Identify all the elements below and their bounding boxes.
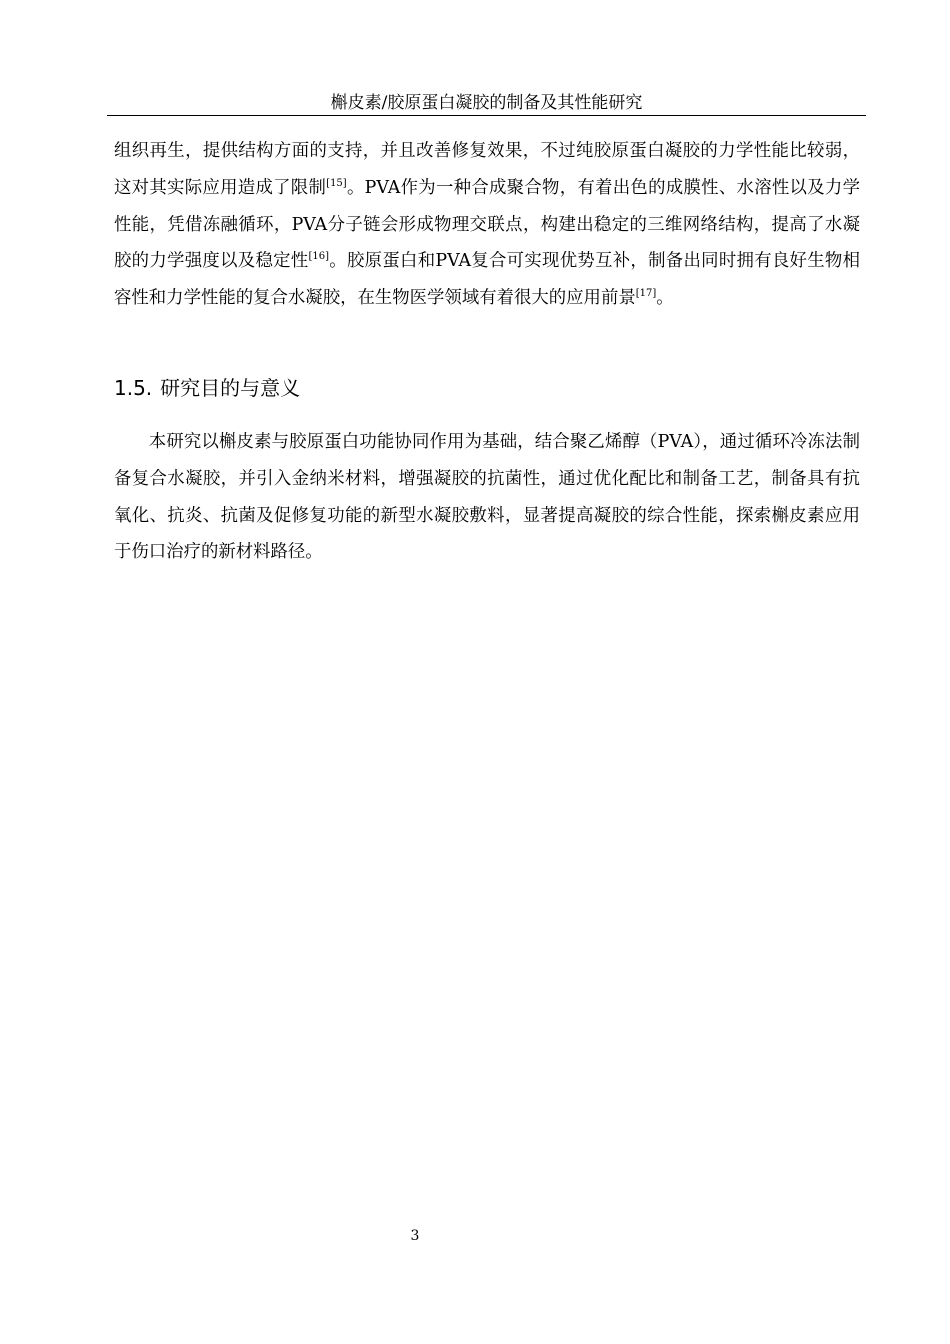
section-title: 研究目的与意义 bbox=[160, 376, 301, 400]
citation-17: [17] bbox=[635, 288, 657, 300]
page-number: 3 bbox=[410, 1228, 420, 1244]
paragraph-text: 。PVA作为一种合成聚合物，有着出色的成膜性、水溶性以及力学性能，凭借冻融循环，PVA分子链会形成物理交联点，构建出稳定的三维网络结构，提高了水凝胶的力学强度以及稳定性 bbox=[114, 177, 860, 272]
header-divider bbox=[107, 115, 866, 116]
section-number: 1.5. bbox=[114, 376, 153, 400]
citation-16: [16] bbox=[308, 251, 330, 263]
running-header: 槲皮素/胶原蛋白凝胶的制备及其性能研究 bbox=[330, 93, 643, 113]
paragraph-text: 组织再生，提供结构方面的支持，并且改善修复效果，不过纯胶原蛋白凝胶的力学性能比较弱，这对其实际应用造成了限制 bbox=[114, 141, 860, 198]
body-paragraph-2: 本研究以槲皮素与胶原蛋白功能协同作用为基础，结合聚乙烯醇（PVA），通过循环冷冻法制备复合水凝胶，并引入金纳米材料，增强凝胶的抗菌性，通过优化配比和制备工艺，制备具有抗氧化、抗炎、抗菌及促修复功能的新型水凝胶敷料，显著提高凝胶的综合性能，探索槲皮素应用于伤口治疗的新材料路径。 bbox=[114, 432, 860, 563]
citation-15: [15] bbox=[326, 178, 347, 189]
body-paragraph-1 bbox=[114, 133, 860, 317]
paragraph-text: 。胶原蛋白和PVA复合可实现优势互补，制备出同时拥有良好生物相容性和力学性能的复合水凝胶，在生物医学领域有着很大的应用前景 bbox=[114, 251, 860, 309]
paragraph-text: 。 bbox=[656, 288, 674, 309]
section-heading bbox=[114, 374, 300, 402]
